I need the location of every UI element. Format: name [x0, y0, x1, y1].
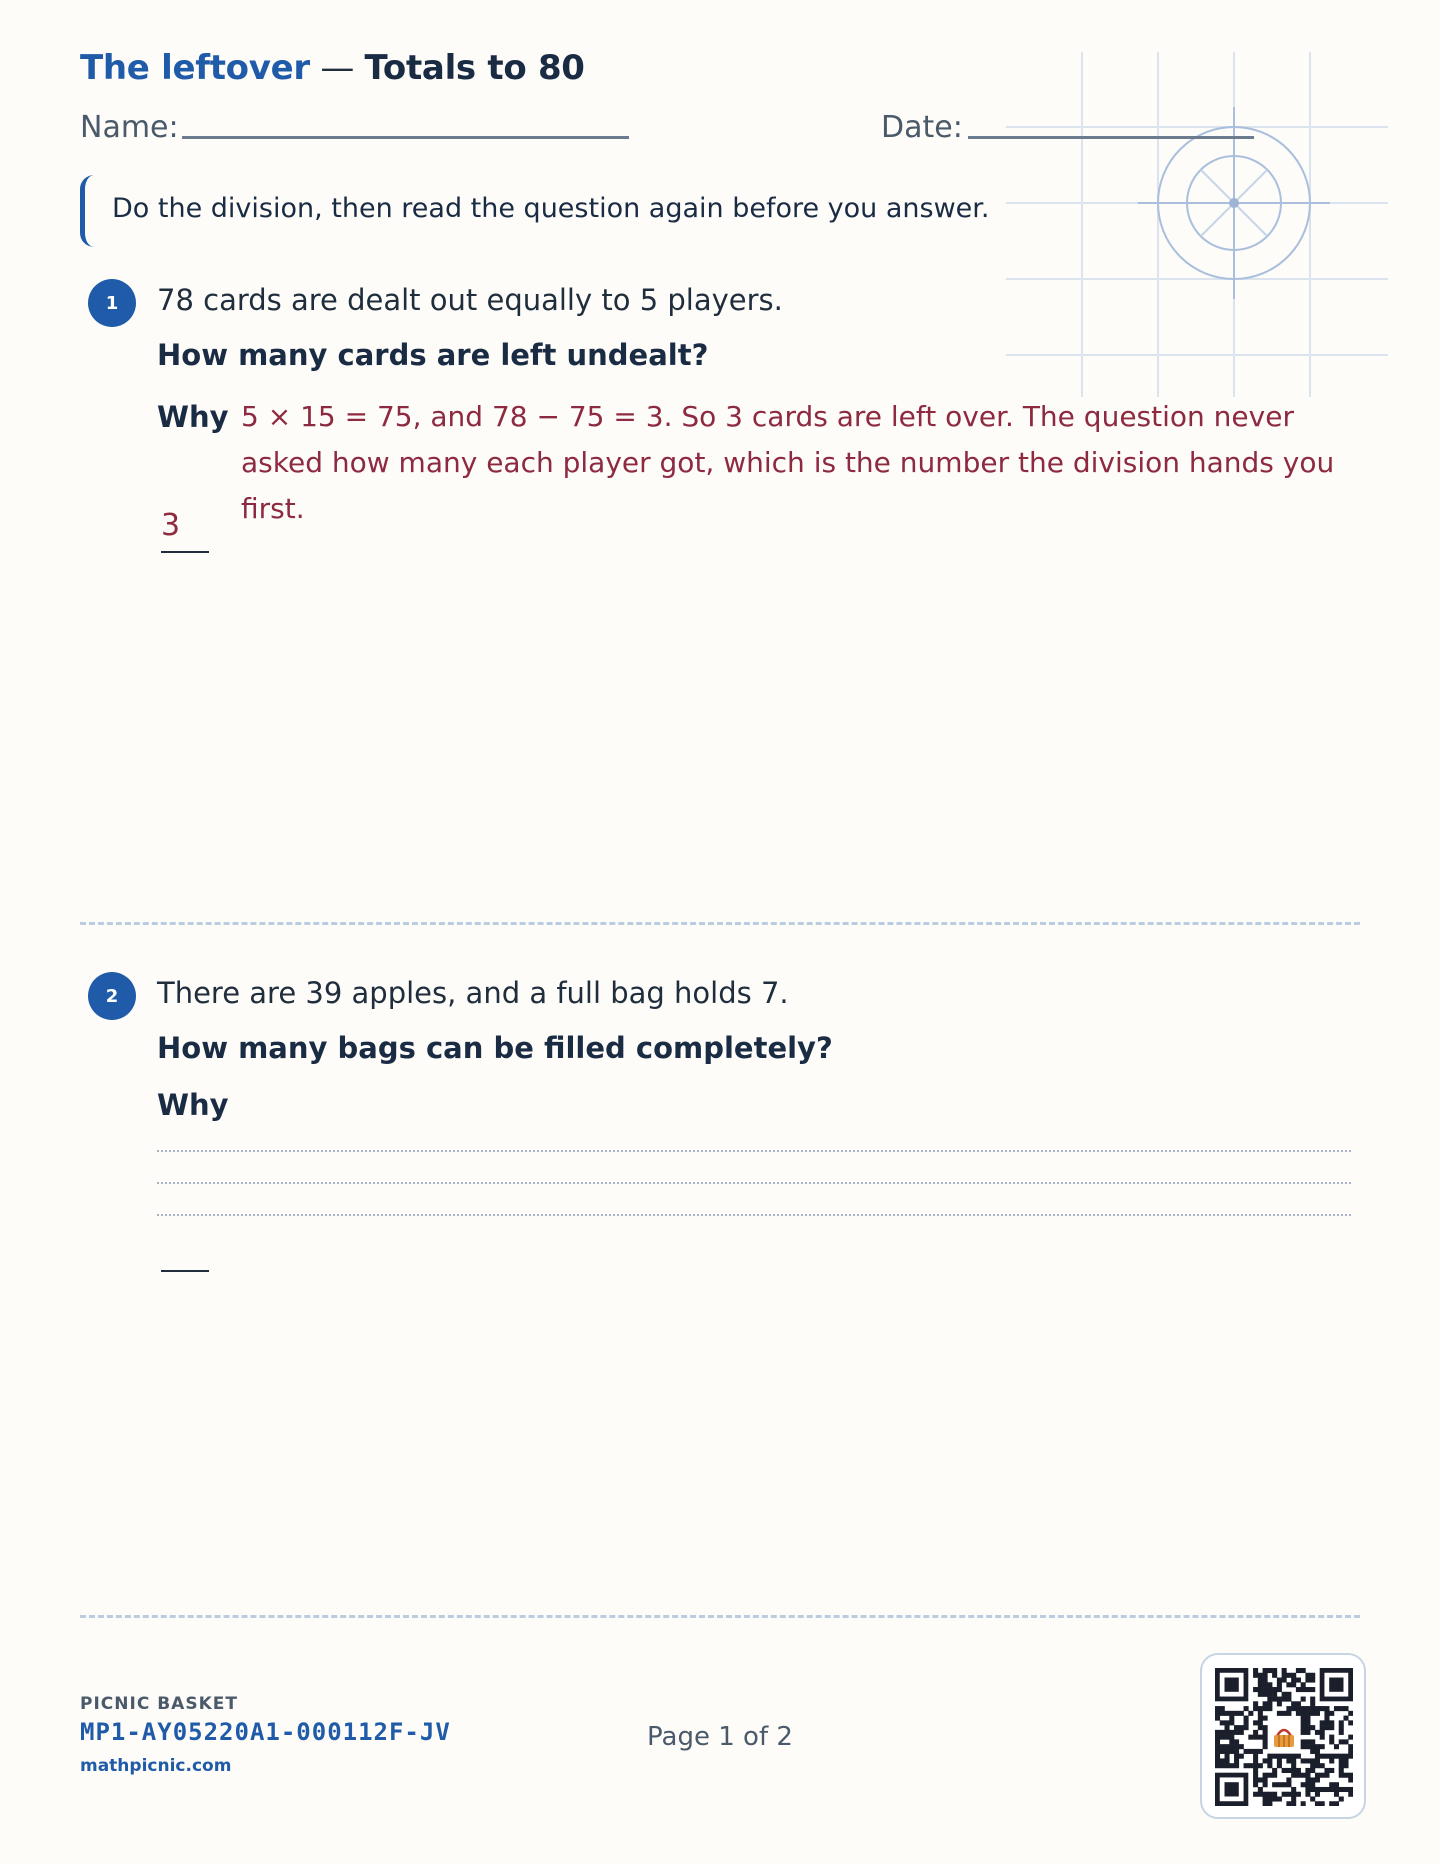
- why-label: Why: [157, 400, 229, 434]
- why-writing-line[interactable]: [157, 1214, 1351, 1216]
- worksheet-code: MP1-AY05220A1-000112F-JV: [80, 1718, 451, 1746]
- question-number-badge: 1: [88, 279, 136, 327]
- site-link[interactable]: mathpicnic.com: [80, 1756, 232, 1776]
- basket-icon: [1270, 1723, 1298, 1751]
- instruction-bracket: [80, 175, 94, 247]
- question-separator: [80, 922, 1360, 925]
- why-writing-line[interactable]: [157, 1150, 1351, 1152]
- brand-name: PICNIC BASKET: [80, 1694, 238, 1714]
- question-ask: How many cards are left undealt?: [157, 338, 709, 372]
- name-field[interactable]: [182, 136, 629, 139]
- footer-separator: [80, 1615, 1360, 1618]
- question-stem: 78 cards are dealt out equally to 5 players.: [157, 283, 783, 317]
- answer-line: [161, 551, 209, 553]
- why-explanation: 5 × 15 = 75, and 78 − 75 = 3. So 3 cards are left over. The question never asked how many each player got, which is the number the division hands you first.: [241, 400, 1335, 525]
- date-field[interactable]: [968, 136, 1254, 139]
- answer-value[interactable]: 3: [161, 508, 181, 543]
- why-writing-line[interactable]: [157, 1182, 1351, 1184]
- date-label: Date:: [881, 110, 963, 145]
- question-ask: How many bags can be filled completely?: [157, 1031, 833, 1065]
- worksheet-title: [80, 48, 585, 88]
- title-topic: The leftover: [80, 48, 310, 88]
- instruction-text: Do the division, then read the question again before you answer.: [112, 193, 990, 224]
- name-label: Name:: [80, 110, 179, 145]
- qr-code-frame: [1200, 1653, 1366, 1819]
- question-stem: There are 39 apples, and a full bag holds 7.: [157, 976, 789, 1010]
- qr-code: [1215, 1668, 1353, 1806]
- instruction-box: [80, 175, 1040, 247]
- title-subtitle: Totals to 80: [364, 48, 585, 88]
- page-number: Page 1 of 2: [647, 1722, 793, 1752]
- question-number-badge: 2: [88, 972, 136, 1020]
- why-label: Why: [157, 1088, 229, 1122]
- answer-line: [161, 1270, 209, 1272]
- title-dash: —: [309, 48, 365, 88]
- target-graphic: [1006, 52, 1388, 397]
